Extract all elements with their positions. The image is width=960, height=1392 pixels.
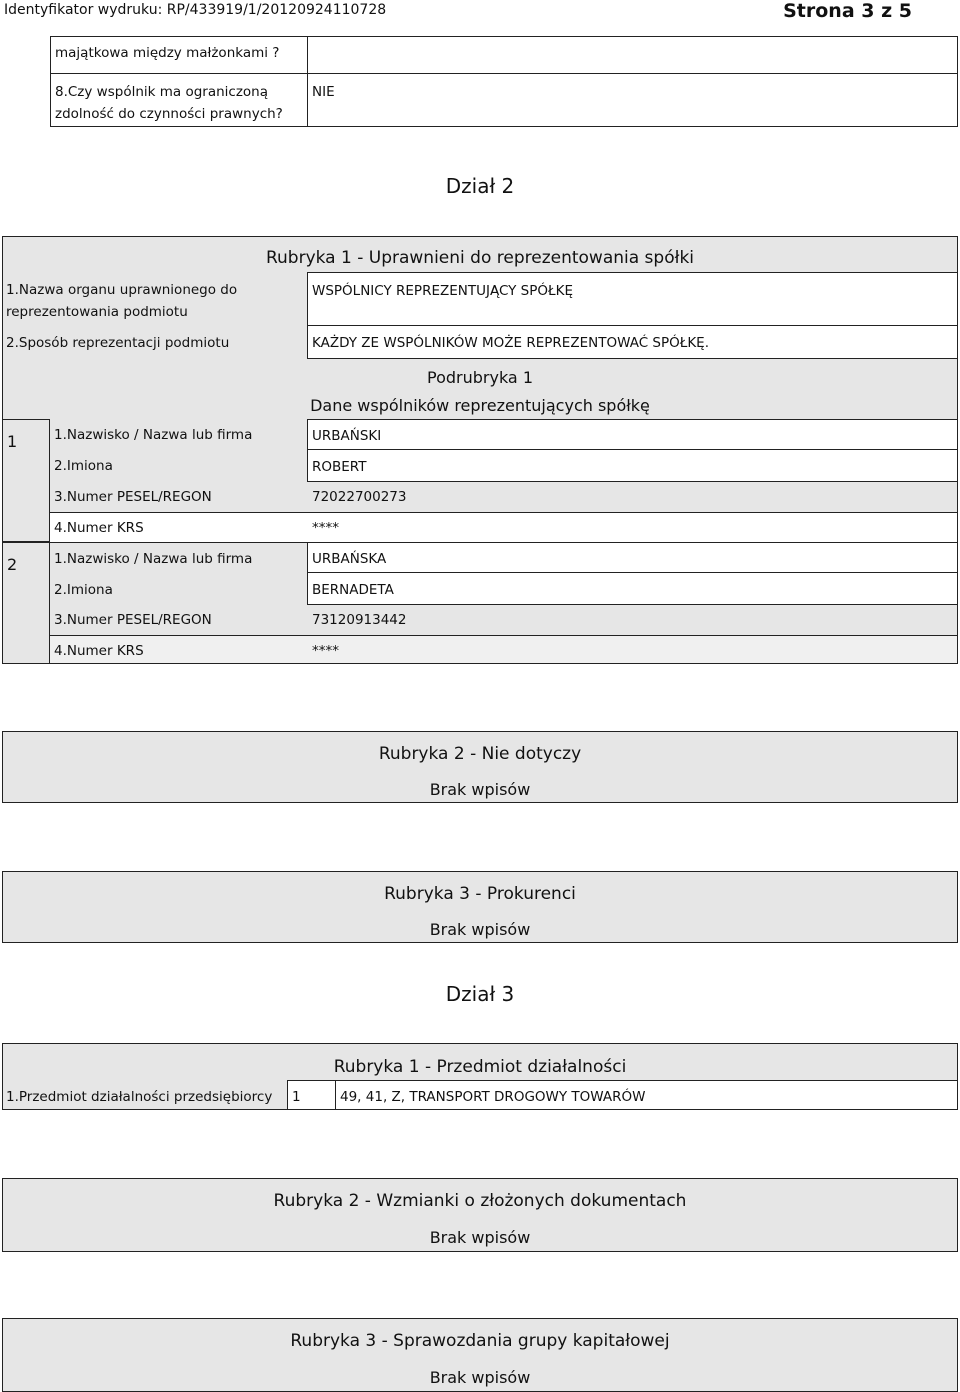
entry2-nazwisko-label: 1.Nazwisko / Nazwa lub firma xyxy=(54,551,253,567)
entry2-imiona-label: 2.Imiona xyxy=(54,582,113,598)
entry1-krs-label: 4.Numer KRS xyxy=(54,520,144,536)
entry1-pesel-label: 3.Numer PESEL/REGON xyxy=(54,489,212,505)
dzial2-rubryka2-box xyxy=(2,731,958,803)
organ-label-line1: 1.Nazwa organu uprawnionego do xyxy=(6,282,238,298)
entry2-imiona-value: BERNADETA xyxy=(312,582,394,598)
dzial3-rubryka3-content: Brak wpisów xyxy=(429,1368,531,1387)
dzial3-rubryka3-title: Rubryka 3 - Sprawozdania grupy kapitałowej xyxy=(290,1331,670,1351)
entry2-krs-row xyxy=(49,635,958,664)
entry1-nazwisko-label: 1.Nazwisko / Nazwa lub firma xyxy=(54,427,253,443)
przedmiot-index: 1 xyxy=(292,1089,301,1105)
dzial2-rubryka3-content: Brak wpisów xyxy=(429,920,531,939)
dzial3-rubryka2-box xyxy=(2,1178,958,1252)
top-row1-label: majątkowa między małżonkami ? xyxy=(55,45,280,61)
print-identifier: Identyfikator wydruku: RP/433919/1/20120924110728 xyxy=(4,2,387,18)
top-row2-value: NIE xyxy=(312,84,335,100)
organ-value: WSPÓLNICY REPREZENTUJĄCY SPÓŁKĘ xyxy=(312,283,573,299)
entry2-pesel-value: 73120913442 xyxy=(312,612,407,628)
entry1-index-cell xyxy=(2,419,50,542)
entry2-index-cell xyxy=(2,542,50,664)
dzial2-rubryka2-content: Brak wpisów xyxy=(429,780,531,799)
top-row1-value-cell xyxy=(307,36,958,74)
przedmiot-index-cell xyxy=(287,1080,336,1110)
sposob-value-cell xyxy=(307,325,958,359)
top-row2-label-cell xyxy=(50,73,308,127)
top-row1-label-cell xyxy=(50,36,308,74)
entry2-nazwisko-value: URBAŃSKA xyxy=(312,551,387,567)
entry2-index: 2 xyxy=(7,555,18,574)
entry2-imiona-cell xyxy=(307,572,958,605)
organ-value-cell xyxy=(307,272,958,326)
entry1-nazwisko-cell xyxy=(307,419,958,450)
dzial2-rubryka3-box xyxy=(2,871,958,943)
dzial2-rubryka2-title: Rubryka 2 - Nie dotyczy xyxy=(378,744,582,764)
sposob-label: 2.Sposób reprezentacji podmiotu xyxy=(6,335,230,351)
organ-label-line2: reprezentowania podmiotu xyxy=(6,304,188,320)
przedmiot-value: 49, 41, Z, TRANSPORT DROGOWY TOWARÓW xyxy=(340,1089,646,1105)
entry1-krs-row xyxy=(49,512,958,543)
entry2-krs-value: **** xyxy=(312,643,339,659)
dzial3-rubryka1-title: Rubryka 1 - Przedmiot działalności xyxy=(333,1057,627,1077)
podrubryka-title: Podrubryka 1 xyxy=(427,368,533,387)
entry1-imiona-value: ROBERT xyxy=(312,459,367,475)
przedmiot-label: 1.Przedmiot działalności przedsiębiorcy xyxy=(6,1089,273,1105)
top-row2-label-line1: 8.Czy wspólnik ma ograniczoną xyxy=(55,84,269,100)
entry2-pesel-label: 3.Numer PESEL/REGON xyxy=(54,612,212,628)
entry1-index: 1 xyxy=(7,432,18,451)
entry1-krs-value: **** xyxy=(312,520,339,536)
dzial3-rubryka2-content: Brak wpisów xyxy=(429,1228,531,1247)
page-number: Strona 3 z 5 xyxy=(783,0,912,22)
entry1-nazwisko-value: URBAŃSKI xyxy=(312,428,382,444)
dzial2-rubryka1-title: Rubryka 1 - Uprawnieni do reprezentowania spółki xyxy=(265,248,695,268)
entry2-krs-label: 4.Numer KRS xyxy=(54,643,144,659)
entry1-imiona-cell xyxy=(307,449,958,482)
dzial2-title: Dział 2 xyxy=(445,174,515,198)
top-row2-value-cell xyxy=(307,73,958,127)
przedmiot-value-cell xyxy=(335,1080,958,1110)
dzial3-rubryka2-title: Rubryka 2 - Wzmianki o złożonych dokumentach xyxy=(273,1191,687,1211)
entry1-imiona-label: 2.Imiona xyxy=(54,458,113,474)
entry1-pesel-value: 72022700273 xyxy=(312,489,407,505)
entry2-nazwisko-cell xyxy=(307,542,958,573)
sposob-value: KAŻDY ZE WSPÓLNIKÓW MOŻE REPREZENTOWAĆ SPÓŁKĘ. xyxy=(312,335,710,351)
dzial2-rubryka3-title: Rubryka 3 - Prokurenci xyxy=(384,884,576,904)
podrubryka-subtitle: Dane wspólników reprezentujących spółkę xyxy=(310,396,650,415)
top-row2-label-line2: zdolność do czynności prawnych? xyxy=(55,106,283,122)
dzial3-rubryka3-box xyxy=(2,1318,958,1392)
dzial3-title: Dział 3 xyxy=(445,982,515,1006)
